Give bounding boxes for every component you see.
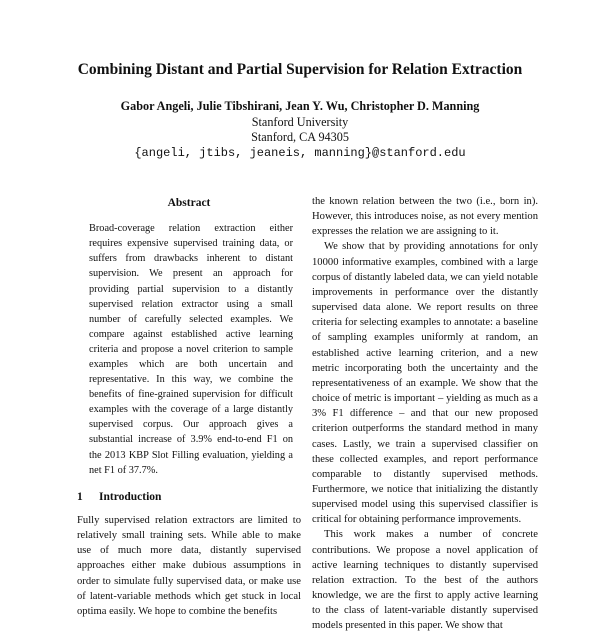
address: Stanford, CA 94305 (251, 130, 349, 144)
paper-title: Combining Distant and Partial Supervision for Relation Extraction (77, 61, 523, 78)
paragraph-results: We show that by providing annotations for only 10000 informative examples, combined with a large corpus of distantly labeled data, we can yield notable improvements in performance over the distantly supervised data alone. We report results on three criteria for selecting examples to annotate: a baseline of sampling examples uniformly at random, an established active learning criterion, and a new metric incorporating both the uncertainty and the representativeness of an example. We show that the choice of metric is important – yielding as much as a 3% F1 difference – and that our new proposed criterion outperforms the standard method in many cases. Lastly, we train a supervised classifier on these collected examples, and report performance comparable to distantly supervised methods. Furthermore, we notice that initializing the distantly supervised model using this supervised classifier is critical for obtaining performance improvements. (312, 241, 538, 526)
section-title: Introduction (99, 490, 162, 503)
section-heading-introduction (77, 490, 301, 505)
paragraph-continued: the known relation between the two (i.e., born in). However, this introduces noise, as not every mention expresses the relation we are assigning to it. (312, 196, 538, 238)
author-emails: {angeli, jtibs, jeaneis, manning}@stanford.edu (134, 145, 466, 160)
author-block (0, 99, 600, 161)
abstract-heading: Abstract (167, 197, 211, 209)
abstract-text: Broad-coverage relation extraction either requires expensive supervised training data, or suffers from drawbacks inherent to distant supervision. We present an approach for providing partial supervision to a distantly supervised relation extractor using a small number of carefully selected examples. We compare against established active learning criteria and propose a novel criterion to sample examples which are both uncertain and representative. In this way, we combine the benefits of fine-grained supervision for difficult examples with the coverage of a large distantly supervised corpus. Our approach gives a substantial increase of 3.9% end-to-end F1 on the 2013 KBP Slot Filling evaluation, yielding a net F1 of 37.7%. (89, 223, 293, 476)
introduction-paragraph: Fully supervised relation extractors are limited to relatively small training sets. While able to make use of much more data, distantly supervised approaches either make dubious assumptions in order to simulate fully supervised data, or make use of latent-variable methods which get stuck in local optima easily. We hope to combine the benefits (77, 514, 301, 617)
right-column (312, 194, 538, 634)
left-column (77, 196, 301, 619)
affiliation: Stanford University (251, 114, 349, 129)
paragraph-contributions: This work makes a number of concrete contributions. We propose a novel application of active learning techniques to distantly supervised relation extraction. To the best of the authors knowledge, we are the first to apply active learning to the class of latent-variable distantly supervised models presented in this paper. We show that (312, 529, 538, 632)
section-number: 1 (77, 490, 83, 503)
author-names: Gabor Angeli, Julie Tibshirani, Jean Y. Wu, Christopher D. Manning (120, 99, 480, 113)
